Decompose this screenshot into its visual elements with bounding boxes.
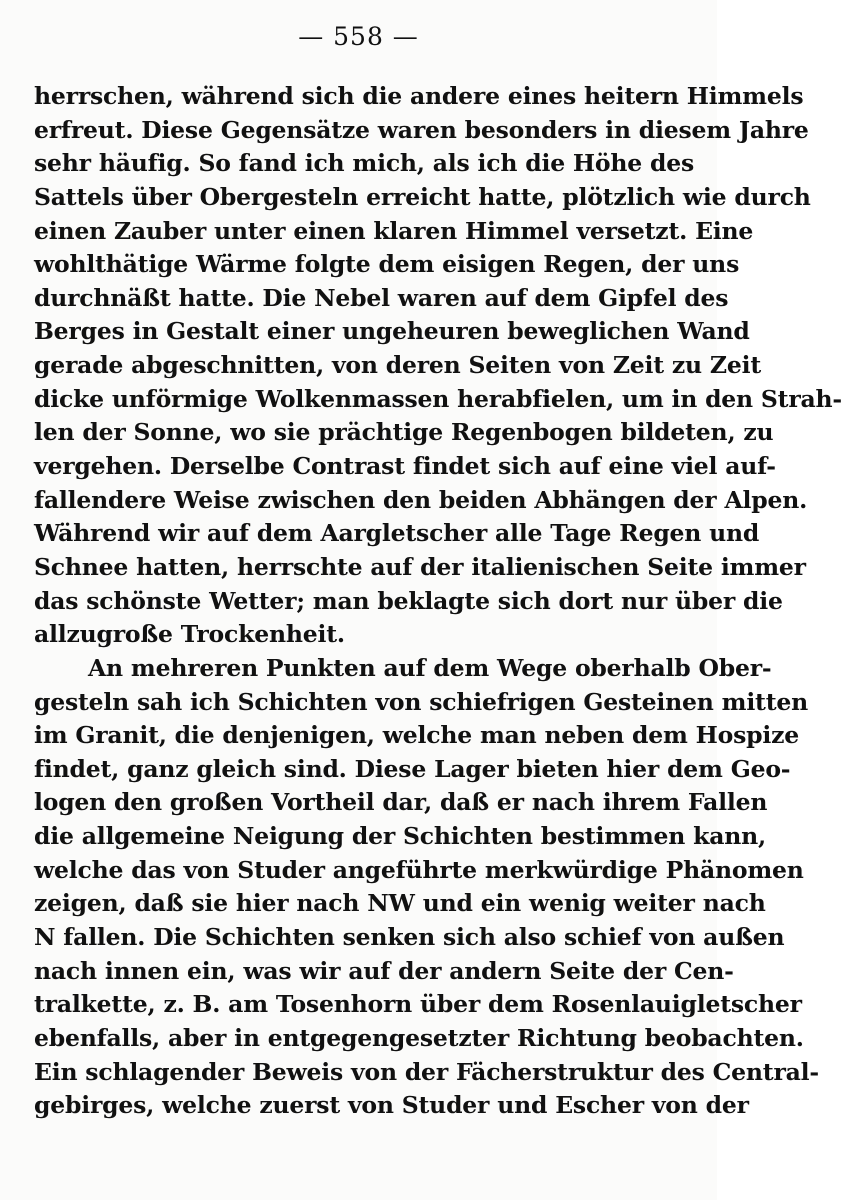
- text-line-13: fallendere Weise zwischen den beiden Abhängen der Alpen.: [34, 485, 808, 514]
- text-line-14: Während wir auf dem Aargletscher alle Tage Regen und: [34, 519, 760, 548]
- text-line-31: gebirges, welche zuerst von Studer und Escher von der: [34, 1091, 749, 1120]
- text-line-1: herrschen, während sich die andere eines heitern Himmels: [34, 82, 804, 110]
- page-number: — 558 —: [298, 22, 419, 51]
- text-line-10: dicke unförmige Wolkenmassen herabfielen, um in den Strah-: [34, 384, 842, 413]
- text-line-15: Schnee hatten, herrschte auf der italienischen Seite immer: [34, 552, 806, 581]
- text-line-2: erfreut. Diese Gegensätze waren besonders in diesem Jahre: [34, 115, 809, 144]
- text-line-19: gesteln sah ich Schichten von schiefrigen Gesteinen mitten: [34, 687, 808, 716]
- text-line-4: Sattels über Obergesteln erreicht hatte, plötzlich wie durch: [34, 182, 811, 211]
- text-line-9: gerade abgeschnitten, von deren Seiten von Zeit zu Zeit: [34, 351, 762, 380]
- text-line-23: die allgemeine Neigung der Schichten bestimmen kann,: [34, 822, 767, 851]
- text-line-3: sehr häufig. So fand ich mich, als ich die Höhe des: [34, 149, 695, 178]
- text-line-27: nach innen ein, was wir auf der andern Seite der Cen-: [34, 956, 734, 985]
- text-line-24: welche das von Studer angeführte merkwürdige Phänomen: [34, 855, 804, 884]
- text-line-28: tralkette, z. B. am Tosenhorn über dem Rosenlauigletscher: [34, 990, 802, 1019]
- text-line-5: einen Zauber unter einen klaren Himmel versetzt. Eine: [34, 216, 754, 245]
- text-line-6: wohlthätige Wärme folgte dem eisigen Regen, der uns: [34, 250, 740, 279]
- text-line-7: durchnäßt hatte. Die Nebel waren auf dem Gipfel des: [34, 283, 729, 312]
- text-line-21: findet, ganz gleich sind. Diese Lager bieten hier dem Geo-: [34, 754, 791, 783]
- text-line-11: len der Sonne, wo sie prächtige Regenbogen bildeten, zu: [34, 418, 774, 447]
- text-line-8: Berges in Gestalt einer ungeheuren beweglichen Wand: [34, 317, 750, 346]
- text-line-17: allzugroße Trockenheit.: [34, 620, 345, 649]
- text-line-29: ebenfalls, aber in entgegengesetzter Richtung beobachten.: [34, 1023, 804, 1052]
- text-line-20: im Granit, die denjenigen, welche man neben dem Hospize: [34, 721, 800, 750]
- body-text: [34, 80, 842, 1123]
- text-line-25: zeigen, daß sie hier nach NW und ein wenig weiter nach: [34, 889, 766, 918]
- text-line-22: logen den großen Vortheil dar, daß er nach ihrem Fallen: [34, 788, 768, 817]
- text-line-18: An mehreren Punkten auf dem Wege oberhalb Ober-: [88, 653, 772, 682]
- text-line-16: das schönste Wetter; man beklagte sich dort nur über die: [34, 586, 783, 615]
- text-line-30: Ein schlagender Beweis von der Fächerstruktur des Central-: [34, 1057, 819, 1086]
- text-line-12: vergehen. Derselbe Contrast findet sich auf eine viel auf-: [34, 452, 776, 481]
- text-line-26: N fallen. Die Schichten senken sich also schief von außen: [34, 923, 785, 952]
